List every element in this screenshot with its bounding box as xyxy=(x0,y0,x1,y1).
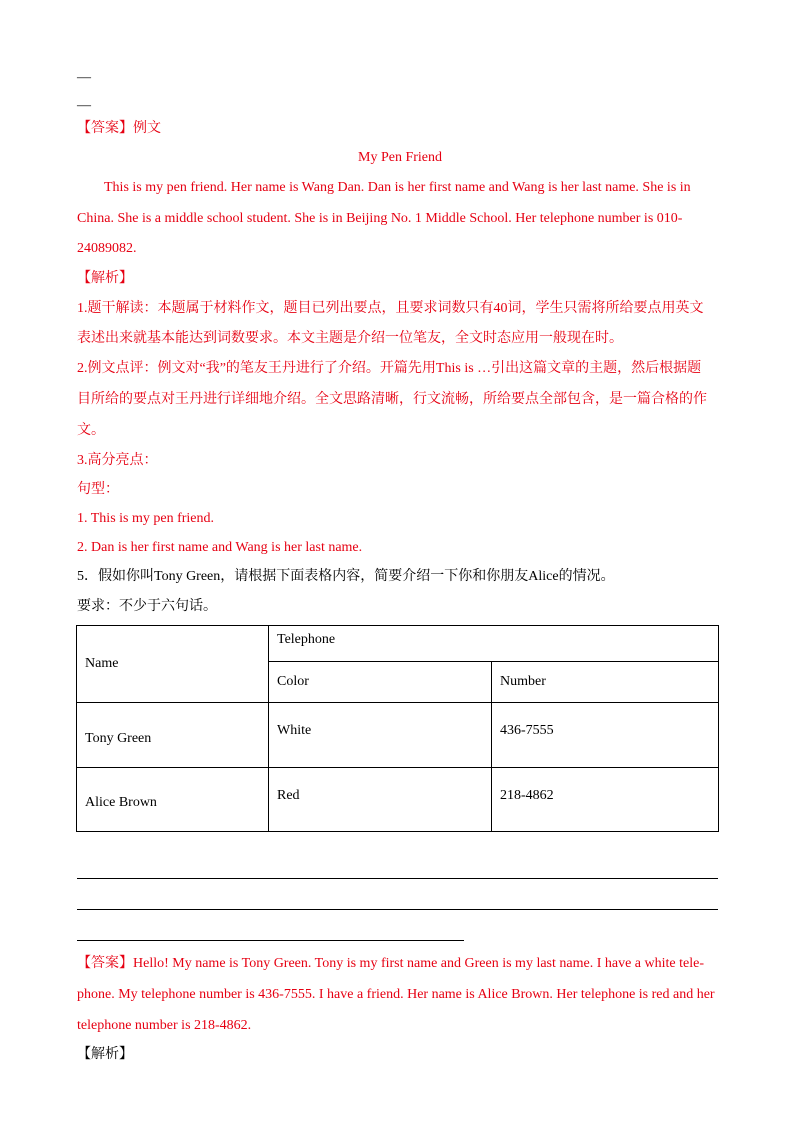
analysis-line: 1.题干解读：本题属于材料作文，题目已列出要点，且要求词数只有40词，学生只需将所给要点用英文 xyxy=(77,301,704,316)
analysis-line: 句型： xyxy=(77,482,119,497)
analysis-label: 【解析】 xyxy=(77,271,133,286)
header-color: Color xyxy=(277,674,309,689)
analysis-line: 1. This is my pen friend. xyxy=(77,511,215,526)
answer-text: Hello! My name is Tony Green. Tony is my first name and Green is my last name. I have a white tele- xyxy=(133,956,704,971)
phone-number: 436-7555 xyxy=(500,723,554,738)
essay-line: 24089082. xyxy=(77,241,137,256)
number-cell xyxy=(492,703,719,768)
number-cell xyxy=(492,768,719,832)
dash-mark: — xyxy=(77,70,91,85)
analysis-line: 目所给的要点对王丹进行详细地介绍。全文思路清晰，行文流畅，所给要点全部包含，是一篇合格的作 xyxy=(77,392,707,407)
essay-title: My Pen Friend xyxy=(358,150,442,165)
header-color-cell xyxy=(269,662,492,703)
dash-mark: — xyxy=(77,98,91,113)
phone-number: 218-4862 xyxy=(500,788,554,803)
analysis-line: 3.高分亮点： xyxy=(77,453,158,468)
color-cell xyxy=(269,703,492,768)
answer-label: 【答案】例文 xyxy=(77,121,161,136)
header-number-cell xyxy=(492,662,719,703)
question-prompt: 5．假如你叫Tony Green，请根据下面表格内容，简要介绍一下你和你朋友Alice的情况。 xyxy=(77,569,615,584)
info-table xyxy=(76,625,719,832)
answer-line: telephone number is 218-4862. xyxy=(77,1018,252,1033)
person-name: Tony Green xyxy=(85,731,152,746)
phone-color: White xyxy=(277,723,312,738)
header-number: Number xyxy=(500,674,546,689)
table-row xyxy=(77,703,719,768)
answer-line xyxy=(77,954,704,974)
name-cell xyxy=(77,768,269,832)
answer-blank-line xyxy=(77,878,718,879)
analysis-line: 文。 xyxy=(77,423,105,438)
analysis-label: 【解析】 xyxy=(77,1047,133,1062)
answer-line: phone. My telephone number is 436-7555. I have a friend. Her name is Alice Brown. Her telephone is red and her xyxy=(77,987,715,1002)
answer-label: 【答案】 xyxy=(77,956,133,971)
header-telephone: Telephone xyxy=(277,632,336,647)
question-requirement: 要求：不少于六句话。 xyxy=(77,599,217,614)
header-telephone-cell xyxy=(269,626,719,662)
header-name: Name xyxy=(85,656,119,671)
analysis-line: 表述出来就基本能达到词数要求。本文主题是介绍一位笔友，全文时态应用一般现在时。 xyxy=(77,331,623,346)
analysis-line: 2. Dan is her first name and Wang is her last name. xyxy=(77,540,363,555)
table-row xyxy=(77,768,719,832)
person-name: Alice Brown xyxy=(85,795,157,810)
essay-line: This is my pen friend. Her name is Wang Dan. Dan is her first name and Wang is her last name. She is in xyxy=(104,180,691,195)
answer-blank-line xyxy=(77,909,718,910)
phone-color: Red xyxy=(277,788,300,803)
color-cell xyxy=(269,768,492,832)
name-cell xyxy=(77,703,269,768)
essay-line: China. She is a middle school student. She is in Beijing No. 1 Middle School. Her telephone number is 010- xyxy=(77,211,683,226)
analysis-line: 2.例文点评：例文对“我”的笔友王丹进行了介绍。开篇先用This is …引出这篇文章的主题，然后根据题 xyxy=(77,361,702,376)
answer-blank-line xyxy=(77,940,464,941)
header-name-cell xyxy=(77,626,269,703)
